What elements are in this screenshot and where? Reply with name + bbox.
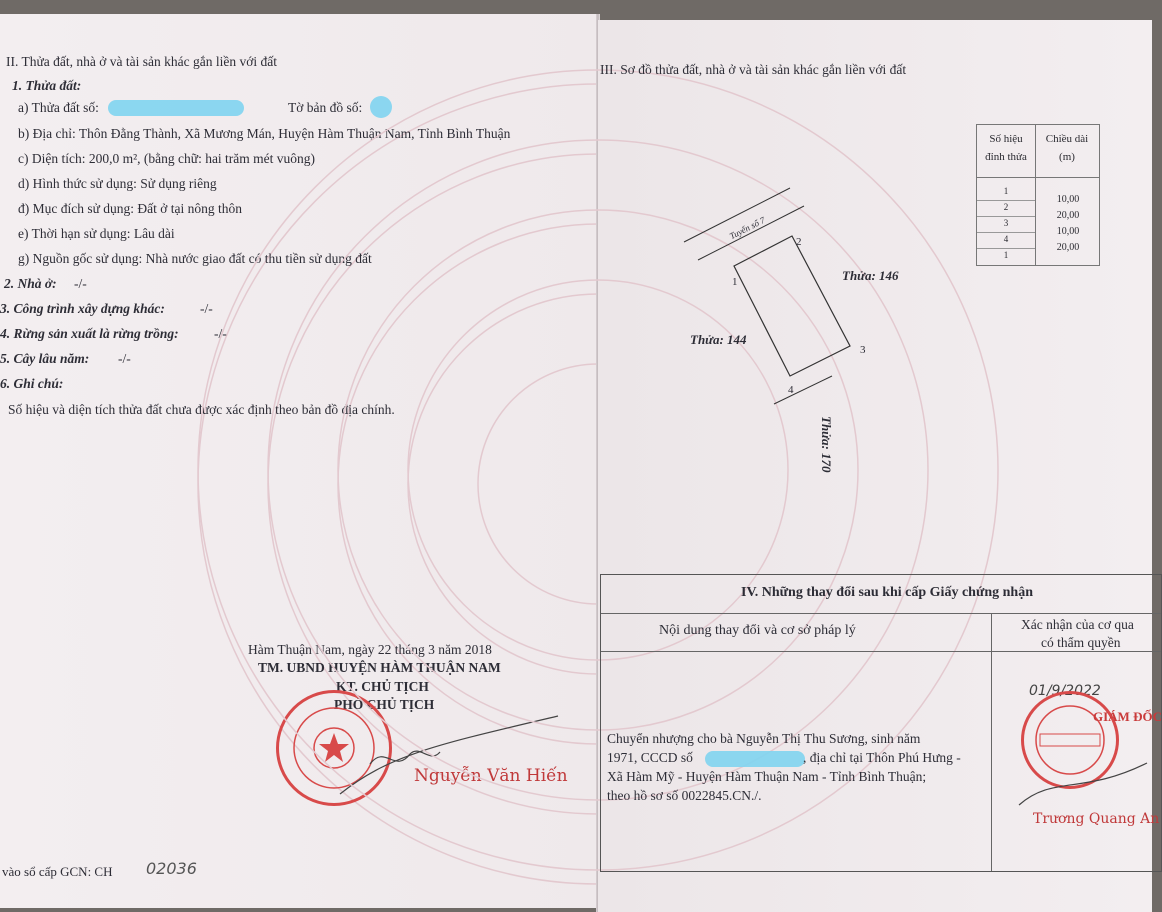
- change-line-2b: , địa chỉ tại Thôn Phú Hưng -: [803, 750, 961, 765]
- changes-section: [600, 574, 1162, 872]
- map-sheet-label: Tờ bản đồ số:: [288, 100, 363, 115]
- kt-title: KT. CHỦ TỊCH: [336, 679, 429, 694]
- left-signer-name: Nguyễn Văn Hiến: [414, 766, 568, 786]
- other-works-value: -/-: [200, 301, 213, 316]
- table-header-vertex-sub: đỉnh thửa: [985, 151, 1027, 163]
- forest-value: -/-: [214, 326, 227, 341]
- address: b) Địa chỉ: Thôn Đằng Thành, Xã Mương Mán, Huyện Hàm Thuận Nam, Tỉnh Bình Thuận: [18, 126, 511, 141]
- land-heading: 1. Thửa đất:: [12, 78, 82, 93]
- table-cell-length: 20,00: [1056, 210, 1080, 221]
- gcn-label: vào sổ cấp GCN: CH: [2, 864, 113, 879]
- house-value: -/-: [74, 276, 87, 291]
- table-row: 4: [1003, 234, 1009, 244]
- term: e) Thời hạn sử dụng: Lâu dài: [18, 226, 175, 241]
- purpose: đ) Mục đích sử dụng: Đất ở tại nông thôn: [18, 201, 243, 216]
- table-header-length: Chiều dài: [1045, 133, 1089, 145]
- confirm-date-handwritten: 01/9/2022: [1029, 683, 1101, 699]
- section-4-title: IV. Những thay đổi sau khi cấp Giấy chứng nhận: [741, 585, 1033, 600]
- road-label: Tuyến số 7: [727, 214, 767, 242]
- table-cell-length: 10,00: [1056, 194, 1080, 205]
- perennial-label: 5. Cây lâu năm:: [0, 351, 90, 366]
- use-form: d) Hình thức sử dụng: Sử dụng riêng: [18, 176, 217, 191]
- area: c) Diện tích: 200,0 m², (bằng chữ: hai trăm mét vuông): [18, 151, 316, 166]
- redacted-parcel-no: [108, 100, 244, 116]
- table-row: 1: [1003, 250, 1009, 260]
- section-3-title: III. Sơ đồ thửa đất, nhà ở và tài sản khác gắn liền với đất: [600, 62, 907, 77]
- table-cell-length: 10,00: [1056, 226, 1080, 237]
- col-change-content: Nội dung thay đổi và cơ sở pháp lý: [659, 623, 856, 638]
- table-header-length-sub: (m): [1059, 151, 1075, 163]
- vertex-label-4: 4: [788, 384, 794, 396]
- gcn-handwritten: 02036: [146, 859, 197, 878]
- section-2-title: II. Thửa đất, nhà ở và tài sản khác gắn liền với đất: [6, 54, 278, 69]
- forest-label: 4. Rừng sản xuất là rừng trồng:: [0, 326, 179, 341]
- table-row: 3: [1003, 218, 1009, 228]
- issue-date: Hàm Thuận Nam, ngày 22 tháng 3 năm 2018: [248, 642, 492, 657]
- table-row: 2: [1003, 202, 1009, 212]
- parcel-no-label: a) Thửa đất số:: [18, 100, 99, 115]
- signature-right: [1013, 755, 1153, 815]
- table-cell-length: 20,00: [1056, 242, 1080, 253]
- neighbor-170: Thửa: 170: [819, 416, 834, 473]
- table-row: 1: [1003, 186, 1009, 196]
- house-label: 2. Nhà ở:: [4, 276, 57, 291]
- change-line-1: Chuyển nhượng cho bà Nguyễn Thị Thu Sương, sinh năm: [607, 731, 921, 746]
- certificate-left-page: [0, 14, 598, 908]
- director-title: GIÁM ĐỐC: [1093, 709, 1162, 724]
- redacted-map-sheet: [370, 96, 392, 118]
- signature-left: [330, 714, 570, 814]
- neighbor-146: Thửa: 146: [842, 268, 899, 283]
- vertex-length-table: [976, 124, 1100, 266]
- col-confirm-line2: có thẩm quyền: [1041, 635, 1121, 650]
- change-line-3: Xã Hàm Mỹ - Huyện Hàm Thuận Nam - Tỉnh Bình Thuận;: [607, 769, 927, 784]
- change-line-2a: 1971, CCCD số: [607, 750, 693, 765]
- origin: g) Nguồn gốc sử dụng: Nhà nước giao đất có thu tiền sử dụng đất: [18, 251, 372, 266]
- vertex-label-2: 2: [796, 236, 802, 248]
- notes-label: 6. Ghi chú:: [0, 376, 64, 391]
- table-header-vertex: Số hiệu: [989, 133, 1023, 145]
- certificate-right-page: [598, 20, 1162, 912]
- redacted-id-number: [705, 751, 805, 767]
- parcel-sketch: [678, 180, 918, 440]
- vertex-label-3: 3: [860, 344, 866, 356]
- right-signer-name: Trương Quang An: [1033, 811, 1160, 827]
- vice-title: PHÓ CHỦ TỊCH: [334, 697, 435, 712]
- note-text: Số hiệu và diện tích thửa đất chưa được xác định theo bản đồ địa chính.: [8, 402, 395, 417]
- neighbor-144: Thửa: 144: [690, 332, 747, 347]
- col-confirm-line1: Xác nhận của cơ qua: [1021, 617, 1134, 632]
- other-works-label: 3. Công trình xây dựng khác:: [0, 301, 165, 316]
- vertex-label-1: 1: [732, 276, 738, 288]
- issuing-org: TM. UBND HUYỆN HÀM THUẬN NAM: [258, 660, 501, 675]
- change-line-4: theo hồ sơ số 0022845.CN./.: [607, 788, 762, 803]
- perennial-value: -/-: [118, 351, 131, 366]
